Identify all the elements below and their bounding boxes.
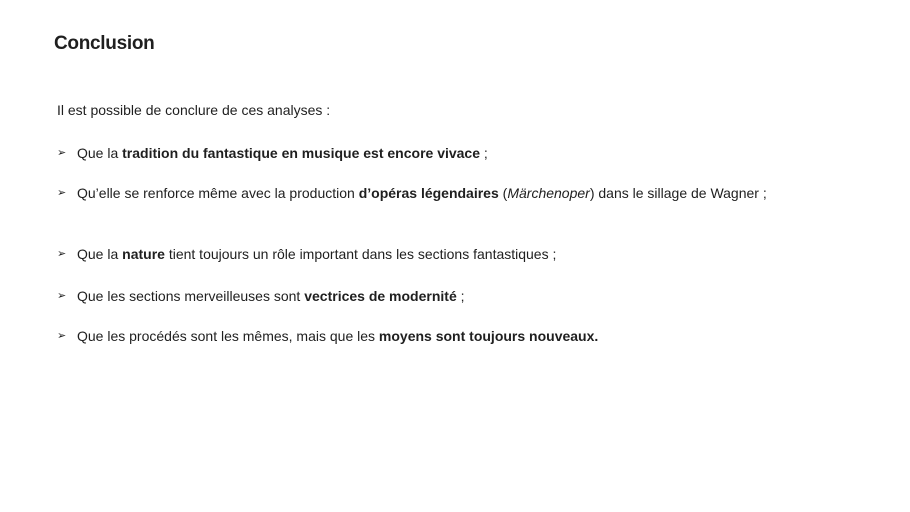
slide-title: Conclusion	[54, 33, 155, 54]
arrowhead-bullet-icon: ➢	[57, 290, 67, 302]
arrowhead-bullet-icon: ➢	[57, 147, 67, 159]
bullet-text	[77, 183, 777, 203]
bullet-text	[77, 286, 777, 306]
bullet-item-2	[57, 183, 777, 203]
text-run: ;	[480, 145, 488, 161]
text-run-bold: d’opéras légendaires	[358, 185, 499, 201]
text-run-bold: .	[594, 328, 599, 344]
intro-text: Il est possible de conclure de ces analyses :	[57, 102, 331, 118]
text-run: Que la	[77, 145, 123, 161]
bullet-item-1	[57, 143, 777, 163]
text-run: (	[498, 185, 508, 201]
bullet-item-5	[57, 326, 777, 346]
text-run: Qu’elle se renforce même avec la production	[77, 185, 359, 201]
text-run-bold: moyens sont toujours nouveaux	[378, 328, 595, 344]
text-run: ;	[456, 288, 465, 304]
bullet-text	[77, 244, 777, 264]
text-run: ) dans le sillage de Wagner ;	[589, 185, 767, 201]
bullet-item-3	[57, 244, 777, 264]
arrowhead-bullet-icon: ➢	[57, 187, 67, 199]
bullet-text	[77, 326, 777, 346]
text-run: Que la	[77, 246, 123, 262]
bullet-item-4	[57, 286, 777, 306]
arrowhead-bullet-icon: ➢	[57, 248, 67, 260]
bullet-text	[77, 143, 777, 163]
text-run-bold: nature	[122, 246, 165, 262]
text-run-bold: vectrices de modernité	[304, 288, 457, 304]
text-run-bold: tradition du fantastique en musique est encore vivace	[122, 145, 481, 161]
text-run-italic: Märchenoper	[507, 185, 590, 201]
text-run: Que les procédés sont les mêmes, mais que les	[77, 328, 379, 344]
text-run: Que les sections merveilleuses sont	[77, 288, 305, 304]
arrowhead-bullet-icon: ➢	[57, 330, 67, 342]
text-run: tient toujours un rôle important dans les sections fantastiques ;	[164, 246, 557, 262]
